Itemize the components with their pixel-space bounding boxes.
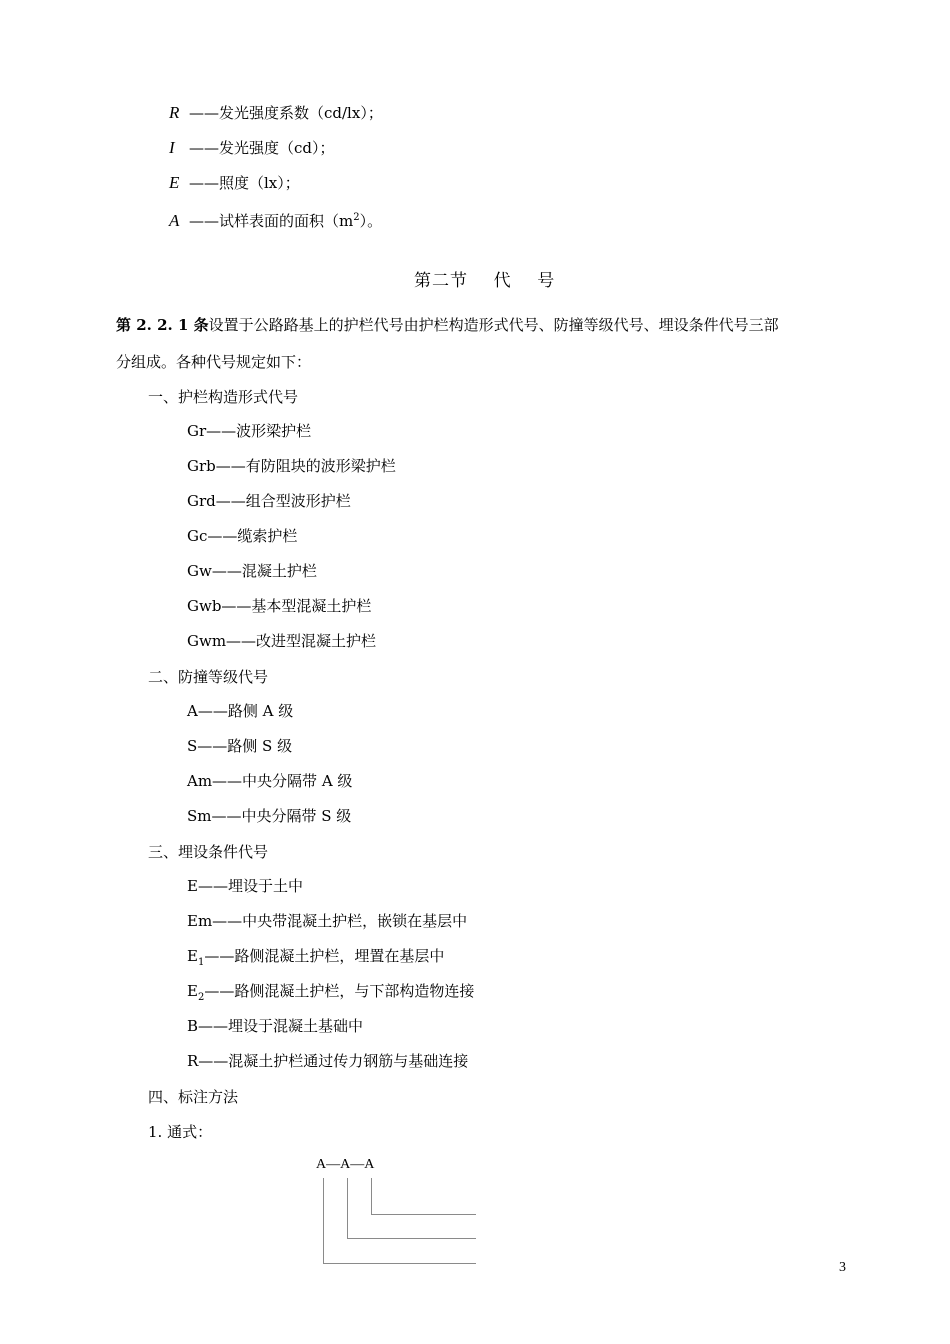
list-item: Gwm——改进型混凝土护栏 [187,632,377,650]
definition-i [169,138,335,158]
list-item: Grd——组合型波形护栏 [187,492,351,510]
definition-symbol: R [169,103,180,122]
clause-line-1 [116,315,779,335]
definition-text: ——发光强度系数（cd/lx）； [189,104,383,122]
list-item: Gc——缆索护栏 [187,527,298,545]
group-heading: 三、埋设条件代号 [148,843,269,861]
subscript: 1 [197,957,205,968]
group-heading: 二、防撞等级代号 [148,668,269,686]
list-item [187,876,303,896]
definition-symbol: A [169,211,180,230]
list-item: Grb——有防阻块的波形梁护栏 [187,457,396,475]
definition-text: ——照度（lx）； [189,174,300,192]
definition-r [169,103,383,123]
sub-heading: 1. 通式： [148,1123,213,1141]
list-item: Sm——中央分隔带 S 级 [187,807,352,825]
bracket-line-2 [348,1178,477,1239]
definition-text-end: ）。 [359,212,383,230]
list-item: Gw——混凝土护栏 [187,562,317,580]
group-heading: 四、标注方法 [148,1088,239,1106]
formula-bracket-diagram [300,1170,500,1280]
list-item [187,911,467,931]
bracket-line-3 [372,1178,477,1215]
list-item: Gwb——基本型混凝土护栏 [187,597,372,615]
clause-line-2: 分组成。各种代号规定如下： [116,353,312,371]
item-text: ——路侧混凝土护栏，与下部构造物连接 [204,982,475,1000]
definition-e [169,173,300,193]
definition-text: ——发光强度（cd）； [189,139,335,157]
definition-symbol: E [169,173,180,192]
item-code: E [187,947,198,965]
list-item: A——路侧 A 级 [187,702,294,720]
definition-text: ——试样表面的面积（m [189,212,354,230]
list-item: Gr——波形梁护栏 [187,422,312,440]
page-number: 3 [839,1260,846,1275]
clause-text: 设置于公路路基上的护栏代号由护栏构造形式代号、防撞等级代号、埋设条件代号三部 [208,316,779,334]
list-item [187,1051,468,1071]
group-heading: 一、护栏构造形式代号 [148,388,299,406]
item-text: ——路侧混凝土护栏，埋置在基层中 [204,947,445,965]
item-text: Em——中央带混凝土护栏，嵌锁在基层中 [187,912,468,930]
item-text: R——混凝土护栏通过传力钢筋与基础连接 [187,1052,469,1070]
list-item [187,1016,363,1036]
item-text: B——埋设于混凝土基础中 [187,1017,364,1035]
subscript: 2 [197,992,205,1003]
list-item: S——路侧 S 级 [187,737,293,755]
formula-label: A—A—A [316,1157,375,1172]
item-text: E——埋设于土中 [187,877,303,895]
bracket-line-1 [324,1178,477,1264]
section-title: 第二节 代 号 [414,271,556,291]
list-item [187,981,474,1008]
list-item: Am——中央分隔带 A 级 [187,772,353,790]
item-code: E [187,982,198,1000]
superscript: 2 [353,212,360,223]
clause-number: 第 2. 2. 1 条 [116,316,209,334]
definition-symbol: I [169,138,175,157]
list-item [187,946,444,973]
definition-a [169,208,382,231]
